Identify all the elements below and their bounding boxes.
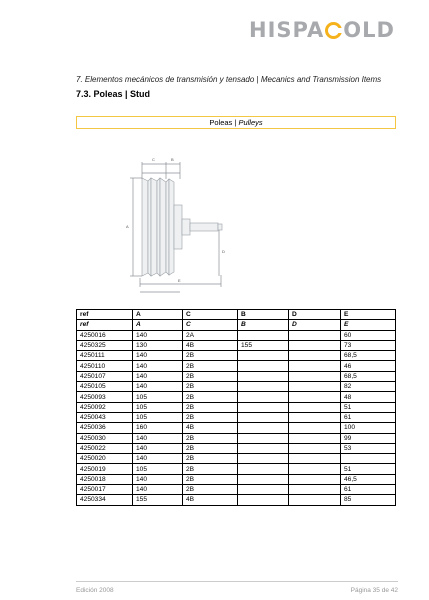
cell-e: 51	[341, 402, 396, 412]
table-row	[77, 474, 396, 484]
footer-edition: Edición 2008	[76, 587, 114, 594]
cell-e: 73	[341, 340, 396, 350]
cell-b	[238, 423, 289, 433]
cell-c: 2B	[183, 464, 238, 474]
header-a: A	[133, 310, 183, 320]
cell-d	[289, 485, 341, 495]
table-row	[77, 412, 396, 422]
cell-c: 4B	[183, 340, 238, 350]
cell-a: 140	[133, 330, 183, 340]
header-italic-ref: ref	[77, 320, 133, 330]
cell-b	[238, 351, 289, 361]
cell-ref: 4250092	[77, 402, 133, 412]
table-row	[77, 454, 396, 464]
header-c: C	[183, 310, 238, 320]
cell-a: 140	[133, 351, 183, 361]
table-row	[77, 340, 396, 350]
cell-c: 2B	[183, 443, 238, 453]
cell-d	[289, 433, 341, 443]
cell-ref: 4250016	[77, 330, 133, 340]
cell-c: 2B	[183, 402, 238, 412]
cell-a: 105	[133, 464, 183, 474]
cell-d	[289, 412, 341, 422]
cell-b	[238, 485, 289, 495]
cell-b	[238, 464, 289, 474]
header-b: B	[238, 310, 289, 320]
pulley-body	[142, 178, 182, 276]
cell-b	[238, 495, 289, 505]
cell-e: 61	[341, 485, 396, 495]
pulley-drawing	[118, 155, 240, 297]
cell-c: 2B	[183, 433, 238, 443]
cell-ref: 4250043	[77, 412, 133, 422]
cell-a: 140	[133, 485, 183, 495]
table-row	[77, 495, 396, 505]
cell-c: 2B	[183, 371, 238, 381]
cell-b	[238, 330, 289, 340]
table-row	[77, 443, 396, 453]
brand-ring-icon	[325, 22, 342, 39]
cell-d	[289, 330, 341, 340]
cell-a: 105	[133, 402, 183, 412]
cell-a: 140	[133, 454, 183, 464]
cell-e: 85	[341, 495, 396, 505]
cell-c: 2B	[183, 361, 238, 371]
cell-d	[289, 340, 341, 350]
table-row	[77, 361, 396, 371]
cell-ref: 4250093	[77, 392, 133, 402]
table-row	[77, 351, 396, 361]
cell-c: 4B	[183, 423, 238, 433]
brand-name-part1: HISPA	[249, 18, 325, 42]
cell-ref: 4250022	[77, 443, 133, 453]
cell-d	[289, 351, 341, 361]
cell-a: 140	[133, 433, 183, 443]
cell-c: 2B	[183, 474, 238, 484]
cell-c: 2B	[183, 392, 238, 402]
header-italic-e: E	[341, 320, 396, 330]
pulley-spec-table	[76, 309, 396, 506]
cell-a: 105	[133, 412, 183, 422]
brand-name-part2: OLD	[343, 18, 395, 42]
section-title: 7.3. Poleas | Stud	[76, 89, 151, 99]
cell-ref: 4250019	[77, 464, 133, 474]
cell-ref: 4250110	[77, 361, 133, 371]
header-italic-b: B	[238, 320, 289, 330]
cell-c: 2B	[183, 412, 238, 422]
header-d: D	[289, 310, 341, 320]
cell-e: 99	[341, 433, 396, 443]
cell-d	[289, 402, 341, 412]
header-italic-c: C	[183, 320, 238, 330]
cell-ref: 4250020	[77, 454, 133, 464]
cell-a: 140	[133, 382, 183, 392]
cell-d	[289, 392, 341, 402]
cell-b	[238, 371, 289, 381]
table-row	[77, 423, 396, 433]
dim-label-d: D	[222, 249, 225, 254]
cell-e: 46,5	[341, 474, 396, 484]
category-bar	[76, 116, 396, 129]
category-label-es: Poleas |	[209, 118, 239, 127]
cell-e: 46	[341, 361, 396, 371]
table-row	[77, 382, 396, 392]
cell-c: 2B	[183, 382, 238, 392]
cell-a: 140	[133, 443, 183, 453]
cell-b	[238, 474, 289, 484]
table-row	[77, 402, 396, 412]
section-heading: 7. Elementos mecánicos de transmisión y tensado | Mecanics and Transmission Items	[76, 75, 382, 84]
cell-a: 105	[133, 392, 183, 402]
dim-label-c: C	[152, 157, 155, 162]
cell-ref: 4250334	[77, 495, 133, 505]
cell-a: 140	[133, 361, 183, 371]
table-header-row-italic	[77, 320, 396, 330]
table-row	[77, 330, 396, 340]
table-header-row	[77, 310, 396, 320]
cell-b	[238, 433, 289, 443]
cell-b	[238, 392, 289, 402]
cell-ref: 4250107	[77, 371, 133, 381]
cell-e: 68,5	[341, 371, 396, 381]
brand-logo	[249, 17, 395, 43]
cell-b	[238, 454, 289, 464]
dim-label-a: A	[126, 224, 129, 229]
cell-ref: 4250017	[77, 485, 133, 495]
footer-page-number: Página 35 de 42	[350, 587, 398, 594]
cell-d	[289, 495, 341, 505]
cell-c: 2B	[183, 485, 238, 495]
footer-divider	[76, 581, 398, 582]
cell-c: 4B	[183, 495, 238, 505]
cell-e: 48	[341, 392, 396, 402]
cell-ref: 4250036	[77, 423, 133, 433]
cell-e: 51	[341, 464, 396, 474]
cell-ref: 4250018	[77, 474, 133, 484]
table-row	[77, 464, 396, 474]
cell-c: 2A	[183, 330, 238, 340]
cell-ref: 4250325	[77, 340, 133, 350]
category-label-en: Pulleys	[238, 118, 263, 127]
header-e: E	[341, 310, 396, 320]
cell-e: 82	[341, 382, 396, 392]
cell-d	[289, 464, 341, 474]
dim-label-b: B	[171, 157, 174, 162]
cell-d	[289, 382, 341, 392]
cell-b: 155	[238, 340, 289, 350]
cell-a: 160	[133, 423, 183, 433]
cell-e: 60	[341, 330, 396, 340]
cell-c: 2B	[183, 351, 238, 361]
cell-a: 140	[133, 371, 183, 381]
cell-e: 100	[341, 423, 396, 433]
cell-ref: 4250105	[77, 382, 133, 392]
header-ref: ref	[77, 310, 133, 320]
cell-d	[289, 474, 341, 484]
cell-a: 155	[133, 495, 183, 505]
dim-label-e: E	[178, 278, 181, 283]
table-row	[77, 485, 396, 495]
cell-d	[289, 454, 341, 464]
cell-b	[238, 443, 289, 453]
cell-a: 130	[133, 340, 183, 350]
cell-d	[289, 371, 341, 381]
cell-c: 2B	[183, 454, 238, 464]
cell-b	[238, 412, 289, 422]
table-row	[77, 371, 396, 381]
cell-b	[238, 402, 289, 412]
cell-d	[289, 361, 341, 371]
cell-d	[289, 423, 341, 433]
cell-e: 53	[341, 443, 396, 453]
cell-ref: 4250111	[77, 351, 133, 361]
header-italic-d: D	[289, 320, 341, 330]
table-row	[77, 392, 396, 402]
header-italic-a: A	[133, 320, 183, 330]
cell-ref: 4250030	[77, 433, 133, 443]
shaft	[182, 219, 222, 235]
table-row	[77, 433, 396, 443]
cell-a: 140	[133, 474, 183, 484]
cell-b	[238, 382, 289, 392]
cell-e	[341, 454, 396, 464]
cell-e: 68,5	[341, 351, 396, 361]
cell-b	[238, 361, 289, 371]
cell-d	[289, 443, 341, 453]
cell-e: 61	[341, 412, 396, 422]
